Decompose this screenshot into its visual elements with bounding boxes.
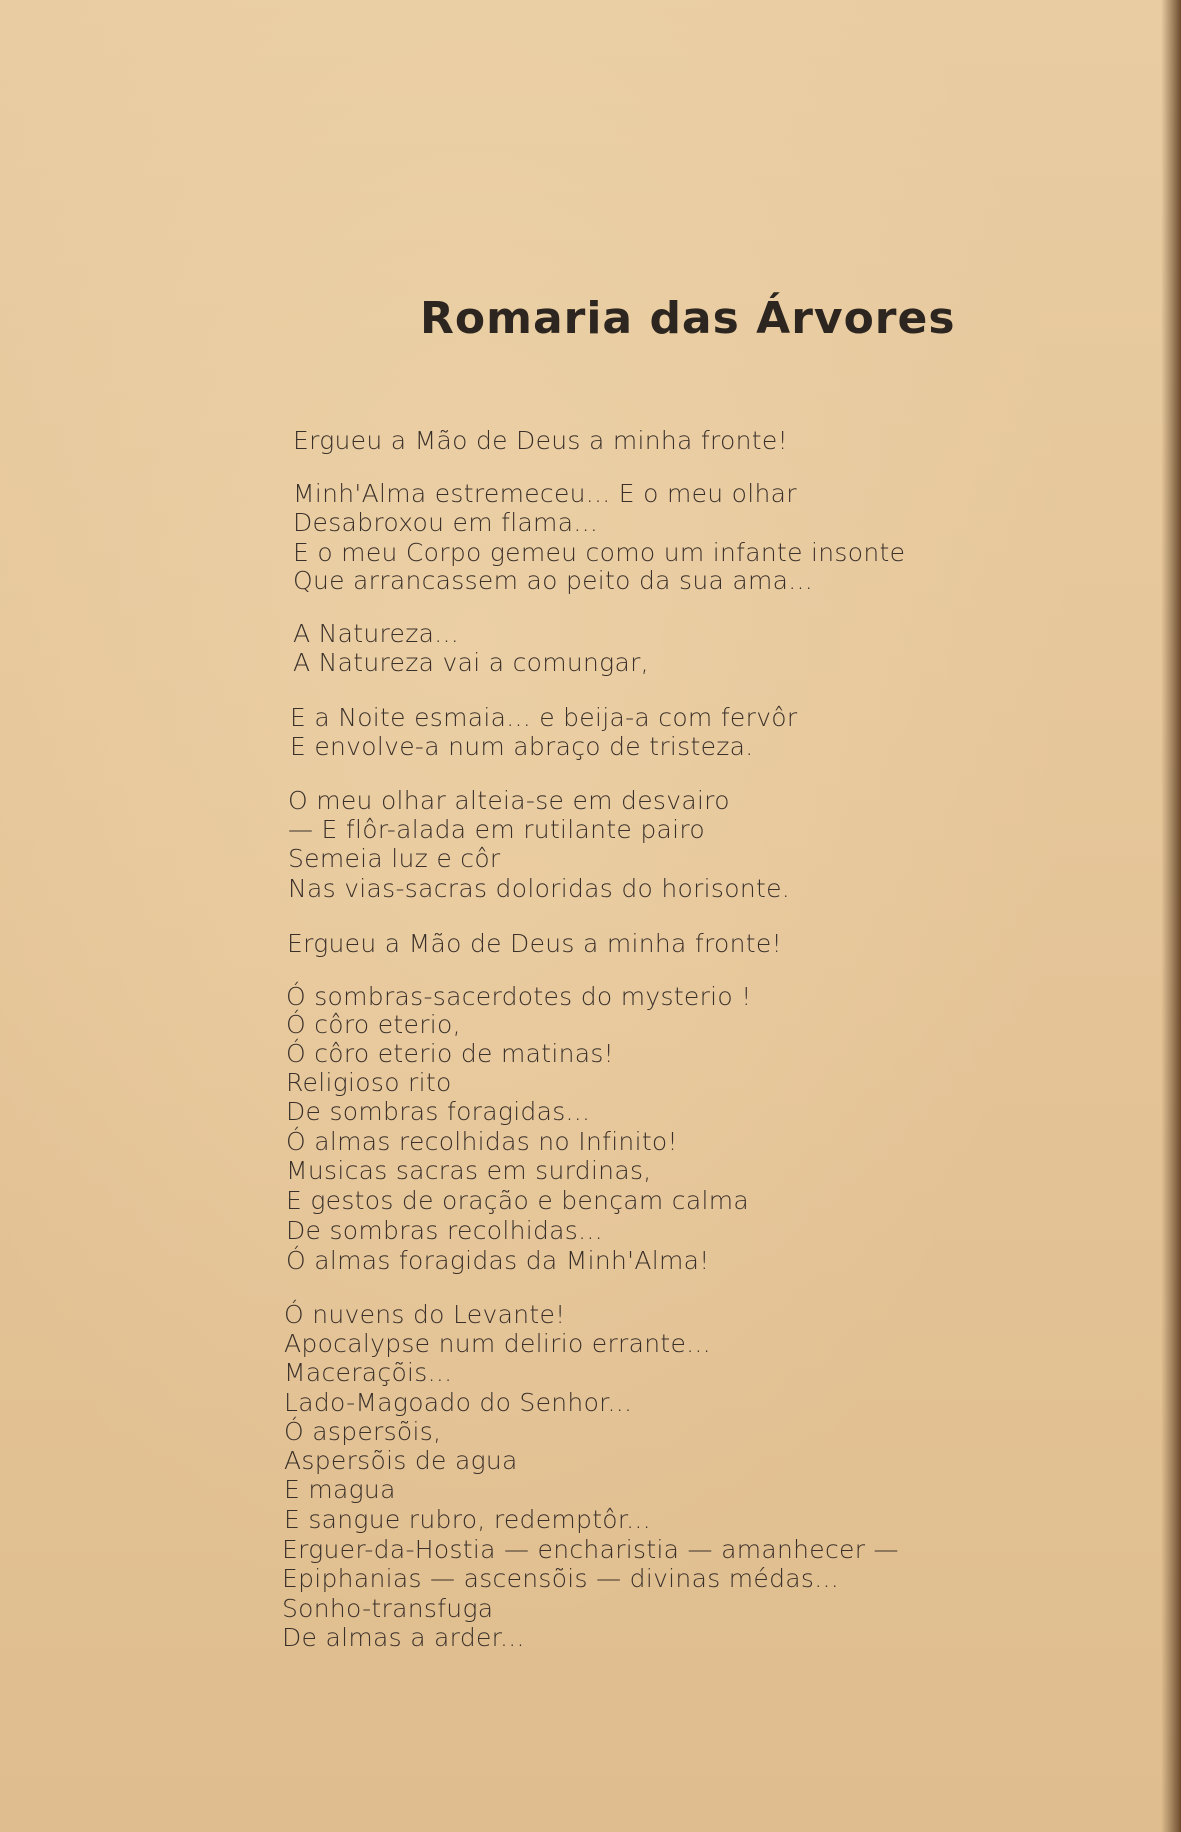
poem-line: Musicas sacras em surdinas, (286, 1156, 652, 1185)
poem-line: Ergueu a Mão de Deus a minha fronte! (287, 929, 782, 958)
poem-line: Ó sombras-sacerdotes do mysterio ! (286, 982, 752, 1011)
poem-line: Nas vias-sacras doloridas do horisonte. (288, 874, 791, 903)
poem-line: — E flôr-alada em rutilante pairo (288, 815, 706, 844)
poem-line: A Natureza vai a comungar, (293, 648, 649, 677)
poem-line: E gestos de oração e bençam calma (286, 1186, 749, 1215)
poem-line: Que arrancassem ao peito da sua ama... (293, 566, 813, 595)
poem-line: Ó côro eterio de matinas! (286, 1039, 614, 1068)
poem-line: E o meu Corpo gemeu como um infante insonte (293, 538, 906, 567)
poem-line: Erguer-da-Hostia — encharistia — amanhecer — (282, 1535, 899, 1564)
poem-line: Ó aspersõis, (284, 1417, 442, 1446)
poem-line: Apocalypse num delirio errante... (284, 1329, 711, 1358)
poem-line: Aspersõis de agua (284, 1446, 518, 1475)
poem-line: Epiphanias — ascensõis — divinas médas... (282, 1564, 839, 1593)
poem-line: Ergueu a Mão de Deus a minha fronte! (293, 426, 788, 455)
poem-line: O meu olhar alteia-se em desvairo (288, 786, 730, 815)
poem-line: Lado-Magoado do Senhor... (284, 1388, 633, 1417)
poem-line: E magua (284, 1475, 396, 1504)
poem-line: Desabroxou em flama... (293, 508, 599, 537)
poem-line: Religioso rito (286, 1068, 452, 1097)
poem-line: Maceraçõis... (284, 1358, 453, 1387)
poem-line: A Natureza... (293, 619, 460, 648)
poem-title: Romaria das Árvores (420, 293, 956, 345)
poem-line: Ó almas foragidas da Minh'Alma! (286, 1246, 710, 1275)
poem-line: De almas a arder... (282, 1623, 525, 1652)
poem-line: Ó côro eterio, (286, 1010, 461, 1039)
poem-line: Ó nuvens do Levante! (284, 1300, 566, 1329)
poem-line: Sonho-transfuga (282, 1594, 494, 1623)
poem-line: Semeia luz e côr (288, 844, 501, 873)
poem-line: E sangue rubro, redemptôr... (284, 1505, 651, 1534)
poem-line: De sombras recolhidas... (286, 1216, 603, 1245)
poem-line: Minh'Alma estremeceu... E o meu olhar (293, 479, 797, 508)
poem-line: De sombras foragidas... (286, 1097, 591, 1126)
poem-line: Ó almas recolhidas no Infinito! (286, 1127, 678, 1156)
poem-line: E a Noite esmaia... e beija-a com fervôr (290, 703, 798, 732)
poem-line: E envolve-a num abraço de tristeza. (290, 732, 754, 761)
